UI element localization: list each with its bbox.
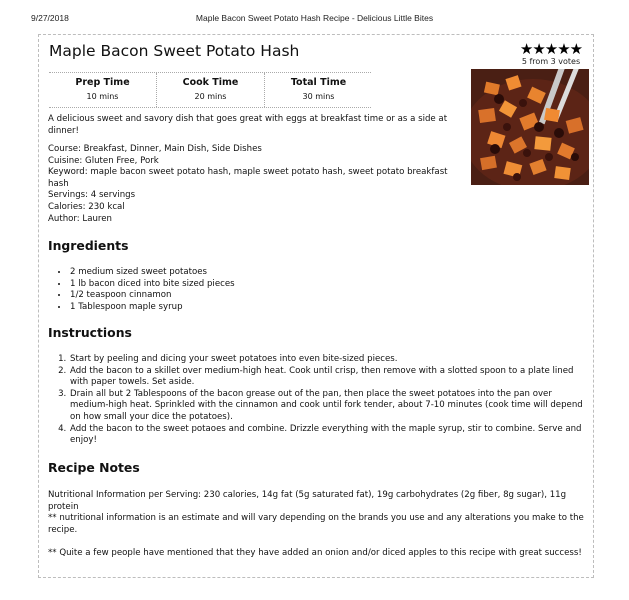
estimate-note: ** nutritional information is an estimate and will vary depending on the brands you use and any alterations you make to the recipe. (48, 513, 584, 535)
prep-time-value: 10 mins (86, 92, 119, 101)
cook-time-label: Cook Time (182, 77, 239, 88)
instruction-step: 2. Add the bacon to a skillet over medium-high heat. Cook until crisp, then remove with a slotted spoon to a plate lined with paper towels. Set aside. (69, 366, 589, 389)
prep-time (49, 73, 156, 107)
recipe-calories: Calories: 230 kcal (48, 201, 125, 212)
instruction-step: 4. Add the bacon to the sweet potaoes and combine. Drizzle everything with the maple syrup, stir to combine. Serve and enjoy! (69, 424, 589, 447)
recipe-card (38, 34, 594, 578)
recipe-cuisine: Cuisine: Gluten Free, Pork (48, 155, 159, 166)
recipe-notes-heading: Recipe Notes (48, 460, 140, 475)
recipe-servings: Servings: 4 servings (48, 190, 136, 201)
total-time (264, 73, 372, 107)
ingredients-heading: Ingredients (48, 238, 129, 253)
ingredient-item: • 1 Tablespoon maple syrup (69, 302, 469, 314)
total-time-label: Total Time (290, 77, 347, 88)
recipe-notes (48, 490, 584, 560)
recipe-author: Author: Lauren (48, 213, 112, 224)
recipe-times (49, 72, 371, 108)
prep-time-label: Prep Time (75, 77, 130, 88)
total-time-value: 30 mins (302, 92, 335, 101)
sweet-potato-hash-photo (471, 69, 589, 185)
star-rating-icon[interactable]: ★★★★★ (519, 40, 583, 58)
variation-note: ** Quite a few people have mentioned that they have added an onion and/or diced apples to this recipe with great success! (48, 548, 582, 559)
cook-time-value: 20 mins (194, 92, 227, 101)
recipe-keyword: Keyword: maple bacon sweet potato hash, maple sweet potato hash, sweet potato breakfast hash (48, 167, 448, 189)
recipe-summary: A delicious sweet and savory dish that goes great with eggs at breakfast time or as a side at dinner! (48, 114, 448, 136)
print-date: 9/27/2018 (31, 13, 69, 23)
recipe-meta (48, 144, 448, 225)
cook-time (156, 73, 264, 107)
recipe-title: Maple Bacon Sweet Potato Hash (49, 42, 300, 60)
print-header (0, 10, 629, 26)
recipe-photo-image (471, 69, 589, 185)
ingredient-item: • 1/2 teaspoon cinnamon (69, 290, 469, 302)
instruction-step: 1. Start by peeling and dicing your sweet potatoes into even bite-sized pieces. (69, 354, 589, 366)
instruction-step: 3. Drain all but 2 Tablespoons of the bacon grease out of the pan, then place the sweet potatoes into the pan over medium-high heat. Sprinkled with the cinnamon and cook until fork tender, about 7-10 minutes (cook time will depend on how small your dice the potatoes). (69, 389, 589, 424)
nutrition-note: Nutritional Information per Serving: 230 calories, 14g fat (5g saturated fat), 19g carbohydrates (2g fiber, 8g sugar), 11g protein (48, 490, 567, 512)
rating-votes: 5 from 3 votes (521, 57, 581, 66)
instructions-heading: Instructions (48, 325, 132, 340)
ingredient-item: • 2 medium sized sweet potatoes (69, 267, 469, 279)
ingredient-item: • 1 lb bacon diced into bite sized pieces (69, 279, 469, 291)
instructions-list (57, 354, 589, 447)
print-page-title: Maple Bacon Sweet Potato Hash Recipe - Delicious Little Bites (195, 13, 434, 23)
rating[interactable] (511, 41, 591, 66)
recipe-course: Course: Breakfast, Dinner, Main Dish, Side Dishes (48, 144, 262, 154)
ingredients-list (57, 267, 469, 313)
